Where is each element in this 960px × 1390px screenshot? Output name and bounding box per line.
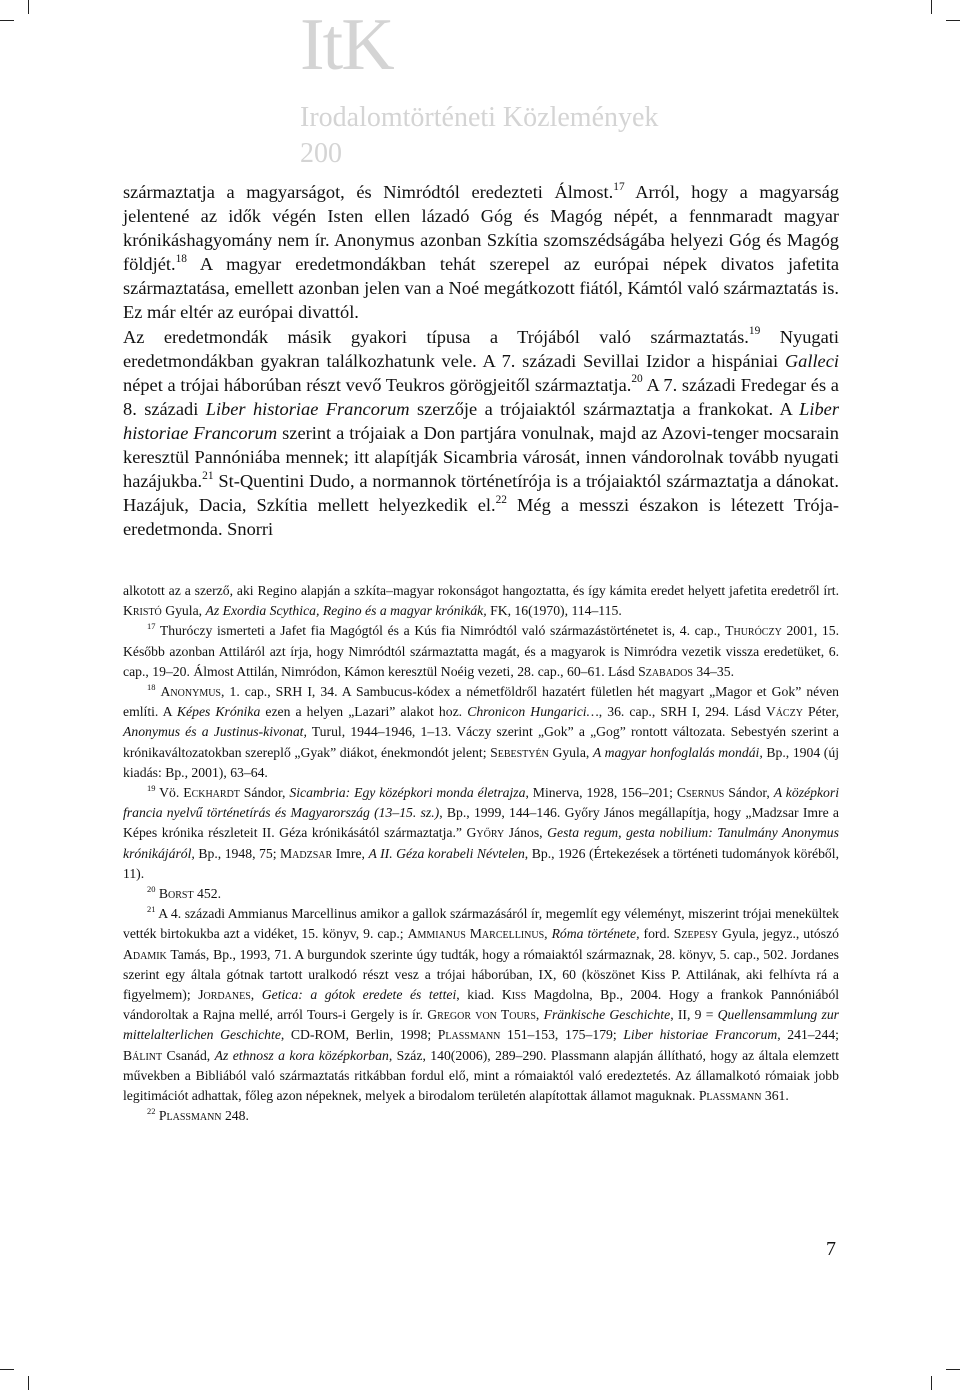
footnote-ref[interactable]: 18: [175, 253, 187, 266]
footnote-21: $^{21}$ A 4. századi Ammianus Marcellinus amikor a gallok származásáról ír, megemlít egy véleményt, miszerint trójai menekültek vették birtokukba azt a vidéket, 15. könyv, 9. cap.; Ammianus Marcellinus, Róma története, ford. Szepesy Gyula, jegyz., utószó Adamik Tamás, Bp., 1993, 71. A burgundok szerinte úgy tudták, hogy a rómaiaktól származnak, 28. könyv, 5. cap., 502. Jordanes szerint egy általa gótnak tartott uralkodó részt vesz a trójai háborúban, IX, 60 (köszönet Kiss P. Attilának, aki felhívta rá a figyelmem); Jordanes, Getica: a gótok eredete és tettei, kiad. Kiss Magdolna, Bp., 2004. Hogy a frankok Pannóniából vándoroltak a Rajna mellé, arról Tours-i Gergely is ír. Gregor von Tours, Fränkische Geschichte, II, 9 = Quellensammlung zur mittelalterlichen Geschichte, CD-ROM, Berlin, 1998; Plassmann 151–153, 175–179; Liber historiae Francorum, 241–244; Bálint Csanád, Az ethnosz a kora középkorban, Száz, 140(2006), 289–290. Plassmann alapján állítható, hogy az általa elemzett művekben a Bibliából való származtatás ritkábban fordul elő, mint a rómaiaktól való eredeztetés. Az államalkotó rómaiak jobb legitimációt adhattak, főleg azon népeknek, melyek a birodalom területén alapítottak államot maguknak. Plassmann 361.: [123, 903, 840, 1104]
body-paragraph: Az eredetmondák másik gyakori típusa a Trójából való származtatás.$^{19}$ Nyugati eredetmondákban gyakran találkozhatunk vele. A 7. századi Sevillai Izidor a hispániai Galleci népet a trójai háborúban részt vevő Teukros görögjeitől származtatja.$^{20}$ A 7. századi Fredegar és a 8. századi Liber historiae Francorum szerzője a trójaiaktól származtatja a frankokat. A Liber historiae Francorum szerint a trójaiak a Don partjára vonulnak, majd az Azovi-tenger mocsarain keresztül Pannóniába mennek; itt alapítják Sicambria városát, innen vándorolnak tovább nyugati hazájukba.$^{21}$ St-Quentini Dudo, a normannok történetírója is a trójaiaktól származtatja a dánokat. Hazájuk, Dacia, Szkítia mellett helyezkedik el.$^{22}$ Még a messzi északon is létezett Trója-eredetmonda. Snorri: [123, 325, 839, 540]
page-number: 7: [826, 1238, 836, 1260]
footnote-20: $^{20}$ Borst 452.: [147, 883, 221, 902]
footnote-17: $^{17}$ Thuróczy ismerteti a Jafet fia Magógtól és a Kús fia Nimródtól való származástörténetet is, 4. cap., Thuróczy 2001, 15. Később azonban Attiláról azt írja, hogy Nimródtól származtatta magát, és a magyarok is Nimródra vezetik vissza eredetüket, 6. cap., 19–20. Álmost Attilán, Nimródon, Kámon keresztül Noéig vezeti, 28. cap., 60–61. Lásd Szabados 34–35.: [123, 621, 839, 679]
body-paragraph: származtatja a magyarságot, és Nimródtól eredezteti Álmost.$^{17}$ Arról, hogy a magyarság jelentené az idők végén Isten ellen lázadó Góg és Magóg népét, a fennmaradt magyar krónikáshagyomány nem ír. Anonymus azonban Szkítia szomszédságába helyezi Góg és Magóg földjét.$^{18}$ A magyar eredetmondákban tehát szerepel az európai népek divatos jafetita származtatása, emellett azonban jelen van a Noé megátkozott fiától, Kámtól való származtatás is. Ez már eltér az európai divattól.: [123, 180, 839, 323]
footnote-19: $^{19}$ Vö. Eckhardt Sándor, Sicambria: Egy középkori monda életrajza, Minerva, 1928, 156–201; Csernus Sándor, A középkori francia nyelvű történetírás és Magyarország (13–15. sz.), Bp., 1999, 144–146. Győry János megállapítja, hogy „Madzsar Imre a Képes krónika részleteit II. Géza krónikásától származtatja.” Győry János, Gesta regum, gesta nobilium: Tanulmány Anonymus krónikájáról, Bp., 1948, 75; Madzsar Imre, A II. Géza korabeli Névtelen, Bp., 1926 (Értekezések a történeti tudományok köréből, 11).: [123, 782, 840, 881]
crop-mark: [931, 1376, 932, 1390]
crop-mark: [28, 0, 29, 14]
footnote-18: $^{18}$ Anonymus, 1. cap., SRH I, 34. A Sambucus-kódex a németföldről hazatért fületlen hét magyart „Magor et Gok” néven említi. A Képes Krónika ezen a helyen „Lazari” alakot hoz. Chronicon Hungarici…, 36. cap., SRH I, 294. Lásd Váczy Péter, Anonymus és a Justinus-kivonat, Turul, 1944–1946, 1–13. Váczy szerint „Gok” a „Gog” rontott változata. Sebestyén szerint a krónikaváltozatokban szereplő „Gyak” diákot, énekmondót jelent; Sebestyén Gyula, A magyar honfoglalás mondái, Bp., 1904 (új kiadás: Bp., 2001), 63–64.: [123, 681, 840, 780]
crop-mark: [0, 1369, 14, 1370]
crop-mark: [946, 1369, 960, 1370]
journal-year: 200: [300, 138, 342, 169]
footnote-ref[interactable]: 19: [748, 325, 761, 338]
footnote-22: $^{22}$ Plassmann 248.: [147, 1105, 249, 1124]
footnote-ref[interactable]: 22: [495, 493, 507, 506]
crop-mark: [0, 20, 14, 21]
journal-logo: ItK: [300, 4, 393, 86]
footnote-ref[interactable]: 21: [202, 469, 214, 482]
body-text: [123, 180, 839, 541]
footnote-continuation: alkotott az a szerző, aki Regino alapján a szkíta–magyar rokonságot hangoztatta, és így kámita eredet helyett jafetita eredetről írt. Kristó Gyula, Az Exordia Scythica, Regino és a magyar krónikák, FK, 16(1970), 114–115.: [123, 583, 839, 619]
footnotes: [123, 581, 839, 1126]
journal-title: Irodalomtörténeti Közlemények: [300, 102, 659, 133]
footnote-ref[interactable]: 17: [613, 180, 625, 193]
footnote-ref[interactable]: 20: [631, 373, 643, 386]
crop-mark: [28, 1376, 29, 1390]
crop-mark: [946, 20, 960, 21]
crop-mark: [931, 0, 932, 14]
